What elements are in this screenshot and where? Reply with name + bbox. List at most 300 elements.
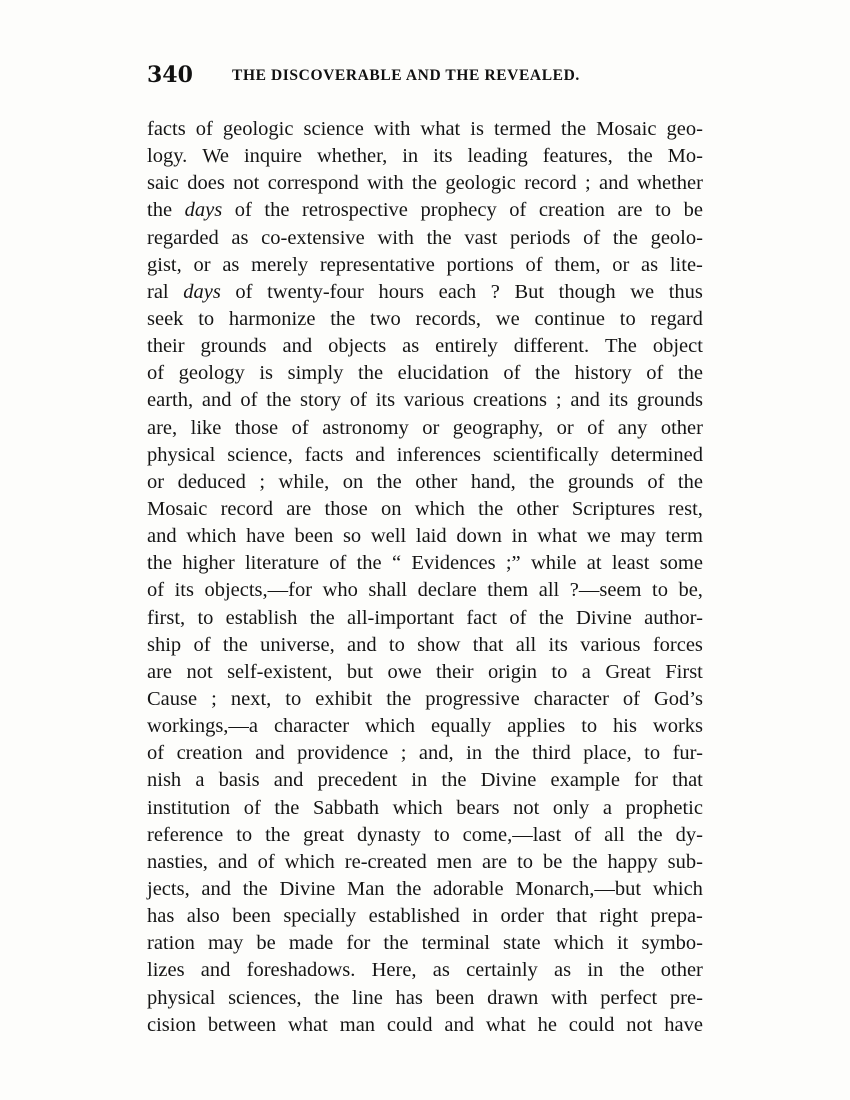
word: and	[599, 172, 629, 195]
word: which	[186, 525, 237, 548]
word: which	[652, 877, 703, 900]
word: fact	[466, 606, 498, 629]
word: with	[373, 118, 411, 140]
word: institution	[147, 796, 231, 819]
word: not	[513, 796, 540, 819]
word: of	[240, 389, 258, 412]
word: of	[525, 253, 543, 276]
word: continue	[534, 307, 606, 330]
word: of	[503, 362, 521, 385]
word: sub-	[667, 850, 703, 873]
word: prophetic	[625, 796, 703, 819]
word: foreshadows.	[246, 959, 356, 982]
word: basis	[218, 769, 260, 792]
word: of	[147, 362, 165, 385]
word: of	[235, 280, 253, 303]
word: applies	[507, 715, 566, 738]
word: record	[524, 172, 577, 195]
word: we	[495, 307, 520, 330]
word: with	[377, 226, 414, 249]
word: the	[572, 850, 598, 873]
word: prepa-	[650, 905, 703, 928]
word: deduced	[177, 470, 246, 493]
word: progressive	[425, 687, 520, 710]
word: or	[612, 253, 630, 276]
word: dy-	[675, 823, 703, 846]
word: only	[552, 796, 590, 819]
word: various	[580, 633, 641, 656]
word: the	[627, 145, 653, 168]
word: of	[291, 416, 309, 439]
word: terminal	[421, 932, 490, 955]
word: the	[147, 199, 173, 222]
word: “	[391, 552, 402, 575]
word: twenty-four	[267, 280, 364, 303]
word: whether,	[316, 145, 388, 168]
word: be	[256, 932, 276, 955]
word: the	[274, 796, 300, 819]
word: the	[264, 199, 290, 222]
word: down	[456, 525, 502, 548]
word: Divine	[279, 877, 336, 900]
word: the	[222, 633, 248, 656]
word: facts	[147, 118, 186, 140]
word: the	[441, 769, 467, 792]
word: term	[665, 525, 703, 548]
word: to	[581, 715, 598, 738]
word: all	[538, 579, 560, 602]
word: grounds	[567, 470, 634, 493]
word: the	[619, 959, 645, 982]
text-line	[147, 577, 703, 604]
word: vast	[464, 226, 498, 249]
word: not	[186, 660, 213, 683]
word: Here,	[371, 959, 417, 982]
text-line	[147, 795, 703, 822]
word: which	[392, 796, 443, 819]
word: the	[266, 389, 292, 412]
word: has	[395, 986, 423, 1009]
word: days	[183, 280, 221, 303]
word: hours	[378, 280, 424, 303]
word: Evidences	[411, 552, 496, 575]
text-line	[147, 333, 703, 360]
word: inquire	[243, 145, 303, 168]
word: which	[364, 715, 416, 738]
word: creation	[538, 199, 605, 222]
word: a	[195, 769, 205, 792]
word: been	[232, 905, 271, 928]
word: the	[314, 986, 340, 1009]
word: self-existent,	[227, 660, 333, 683]
word: of	[257, 850, 275, 873]
text-line	[147, 550, 703, 577]
word: at	[586, 552, 602, 575]
word: the	[386, 687, 412, 710]
word: earth,	[147, 389, 194, 412]
word: hand,	[470, 470, 516, 493]
word: line	[352, 986, 383, 1009]
word: he	[537, 1013, 557, 1036]
word: the	[330, 307, 356, 330]
word: them,	[554, 253, 601, 276]
word: and	[200, 959, 231, 982]
word: have	[246, 525, 285, 548]
word: ;	[584, 172, 591, 195]
word: nasties,	[147, 850, 208, 873]
word: as	[222, 253, 240, 276]
word: state	[503, 932, 541, 955]
word: place,	[583, 742, 632, 765]
word: to	[285, 687, 302, 710]
word: ?	[490, 280, 500, 303]
word: may	[207, 932, 244, 955]
word: has	[147, 905, 175, 928]
word: while	[530, 552, 577, 575]
word: retrospective	[302, 199, 408, 222]
word: as	[641, 253, 659, 276]
word: order	[500, 905, 544, 928]
word: grounds	[200, 335, 267, 358]
word: and	[255, 742, 285, 765]
word: the	[242, 877, 268, 900]
word: the	[356, 552, 382, 575]
word: as	[554, 959, 572, 982]
word: whether	[636, 172, 703, 195]
text-line	[147, 442, 703, 469]
word: harmonize	[228, 307, 316, 330]
word: sciences,	[228, 986, 302, 1009]
word: with	[367, 172, 404, 195]
text-line	[147, 985, 703, 1012]
word: creations	[473, 389, 548, 412]
word: fur-	[672, 742, 703, 765]
word: We	[202, 145, 229, 168]
body-text	[147, 116, 703, 1039]
text-line	[147, 849, 703, 876]
word: which	[284, 850, 335, 873]
word: the	[358, 362, 384, 385]
word: representative	[319, 253, 435, 276]
word: them	[487, 579, 529, 602]
word: are	[617, 199, 643, 222]
word: men	[436, 850, 473, 873]
word: with	[551, 986, 588, 1009]
word: may	[620, 525, 656, 548]
word: for	[346, 932, 371, 955]
word: other	[660, 959, 703, 982]
word: science	[303, 118, 364, 140]
text-line	[147, 767, 703, 794]
word: records,	[415, 307, 481, 330]
word: lizes	[147, 959, 185, 982]
word: and	[201, 877, 232, 900]
word: inferences	[396, 443, 482, 466]
word: happy	[607, 850, 658, 873]
word: show	[417, 633, 461, 656]
text-line	[147, 306, 703, 333]
text-line	[147, 252, 703, 279]
word: could	[568, 1013, 615, 1036]
word: some	[659, 552, 703, 575]
text-line	[147, 632, 703, 659]
word: and	[444, 1013, 474, 1036]
word: have	[664, 1013, 703, 1036]
word: God’s	[654, 687, 703, 710]
text-line	[147, 659, 703, 686]
word: man	[339, 1013, 376, 1036]
text-line	[147, 496, 703, 523]
word: Mosaic	[596, 118, 657, 140]
word: in	[402, 145, 419, 168]
text-line	[147, 1012, 703, 1039]
page-number: 340	[147, 62, 193, 88]
word: shall	[368, 579, 408, 602]
word: each	[438, 280, 477, 303]
word: of	[193, 633, 211, 656]
text-line	[147, 957, 703, 984]
word: of	[147, 579, 165, 602]
text-line	[147, 686, 703, 713]
word: be	[683, 199, 703, 222]
word: right	[599, 905, 639, 928]
word: providence	[297, 742, 389, 765]
word: or	[147, 470, 165, 493]
word: made	[288, 932, 334, 955]
word: universe,	[260, 633, 335, 656]
word: on	[342, 470, 364, 493]
word: their	[436, 660, 474, 683]
word: that	[556, 905, 587, 928]
word: the	[309, 606, 335, 629]
word: of	[509, 199, 527, 222]
word: physical	[147, 986, 216, 1009]
word: are,	[147, 416, 178, 439]
word: in	[587, 959, 604, 982]
word: ral	[147, 280, 169, 303]
word: to	[652, 579, 668, 602]
word: astronomy	[322, 416, 409, 439]
text-line	[147, 903, 703, 930]
word: the	[396, 877, 422, 900]
word: Sabbath	[312, 796, 380, 819]
word: Great	[605, 660, 651, 683]
word: nish	[147, 769, 182, 792]
word: its	[548, 633, 568, 656]
word: great	[303, 823, 345, 846]
word: of	[574, 823, 592, 846]
word: first,	[147, 606, 186, 629]
word: workings,—a	[147, 715, 259, 738]
word: ;”	[505, 552, 521, 575]
word: higher	[182, 552, 235, 575]
word: equally	[430, 715, 492, 738]
word: its	[174, 579, 194, 602]
word: not	[626, 1013, 653, 1036]
word: rest,	[668, 497, 703, 520]
word: story	[300, 389, 342, 412]
word: ;	[259, 470, 266, 493]
word: or	[193, 253, 211, 276]
word: geolo-	[650, 226, 703, 249]
word: those	[234, 416, 279, 439]
word: Mo-	[667, 145, 703, 168]
word: that	[472, 633, 504, 656]
word: portions	[446, 253, 514, 276]
word: thus	[668, 280, 703, 303]
word: as	[231, 226, 249, 249]
word: established	[368, 905, 460, 928]
word: are	[286, 497, 312, 520]
word: in	[411, 769, 428, 792]
word: determined	[610, 443, 703, 466]
text-line	[147, 387, 703, 414]
word: been	[294, 525, 334, 548]
word: record	[220, 497, 273, 520]
text-line	[147, 415, 703, 442]
word: of	[583, 226, 601, 249]
text-line	[147, 225, 703, 252]
word: creation	[176, 742, 243, 765]
word: objects,—for	[204, 579, 313, 602]
running-title: THE DISCOVERABLE AND THE REVEALED.	[232, 67, 580, 84]
word: of	[329, 552, 347, 575]
word: Divine	[480, 769, 537, 792]
word: to	[517, 850, 534, 873]
word: the	[411, 172, 437, 195]
word: all-important	[347, 606, 455, 629]
word: could	[386, 1013, 433, 1036]
text-line	[147, 876, 703, 903]
word: to	[433, 823, 450, 846]
word: and,	[418, 742, 454, 765]
word: co-extensive	[261, 226, 365, 249]
word: what	[420, 118, 461, 140]
word: ?—seem	[569, 579, 642, 602]
text-line	[147, 170, 703, 197]
word: to	[551, 660, 568, 683]
word: specially	[283, 905, 357, 928]
word: be	[543, 850, 563, 873]
word: object	[652, 335, 703, 358]
word: author-	[644, 606, 703, 629]
word: laid	[415, 525, 447, 548]
word: all	[604, 823, 625, 846]
word: and	[217, 850, 248, 873]
text-line	[147, 143, 703, 170]
word: while,	[278, 470, 330, 493]
word: seek	[147, 307, 184, 330]
word: objects	[328, 335, 387, 358]
word: reference	[147, 823, 224, 846]
word: Scriptures	[571, 497, 655, 520]
word: different.	[513, 335, 590, 358]
word: next,	[230, 687, 272, 710]
word: the	[376, 470, 402, 493]
word: though	[558, 280, 616, 303]
word: the	[535, 362, 561, 385]
word: the	[637, 823, 663, 846]
word: days	[184, 199, 223, 222]
word: logy.	[147, 145, 188, 168]
word: the	[538, 606, 564, 629]
word: of	[509, 606, 527, 629]
word: bears	[456, 796, 500, 819]
word: the	[383, 932, 409, 955]
word: lite-	[669, 253, 703, 276]
word: who	[322, 579, 358, 602]
word: precedent	[317, 769, 398, 792]
word: First	[665, 660, 703, 683]
word: re-created	[344, 850, 427, 873]
word: of	[234, 199, 252, 222]
running-head	[147, 62, 703, 92]
word: ration	[147, 932, 195, 955]
word: perfect	[600, 986, 658, 1009]
word: Divine	[576, 606, 632, 629]
word: But	[514, 280, 545, 303]
word: regard	[650, 307, 703, 330]
word: ship	[147, 633, 182, 656]
word: not	[233, 172, 260, 195]
word: simply	[287, 362, 344, 385]
word: of	[243, 796, 261, 819]
word: which	[414, 497, 465, 520]
text-line	[147, 116, 703, 143]
word: The	[605, 335, 637, 358]
text-line	[147, 360, 703, 387]
text-line	[147, 713, 703, 740]
word: and	[355, 443, 385, 466]
text-line	[147, 930, 703, 957]
word: to	[655, 199, 672, 222]
word: prophecy	[420, 199, 497, 222]
word: other	[660, 416, 703, 439]
word: the	[478, 497, 504, 520]
word: to	[197, 606, 214, 629]
word: third	[532, 742, 571, 765]
word: of	[349, 389, 367, 412]
word: saic	[147, 172, 179, 195]
word: so	[342, 525, 362, 548]
word: between	[207, 1013, 277, 1036]
word: it	[616, 932, 629, 955]
word: two	[370, 307, 401, 330]
word: its	[433, 145, 453, 168]
word: example	[550, 769, 620, 792]
word: their	[147, 335, 185, 358]
word: what	[288, 1013, 328, 1036]
word: adorable	[433, 877, 504, 900]
word: least	[611, 552, 650, 575]
word: geologic	[445, 172, 516, 195]
word: of	[646, 362, 664, 385]
word: in	[466, 742, 483, 765]
word: origin	[488, 660, 537, 683]
word: the	[494, 742, 520, 765]
word: in	[511, 525, 528, 548]
word: its	[608, 389, 629, 412]
word: all	[515, 633, 537, 656]
text-line	[147, 740, 703, 767]
word: correspond	[267, 172, 359, 195]
word: does	[187, 172, 225, 195]
word: we	[586, 525, 611, 548]
word: to	[644, 742, 661, 765]
word: declare	[417, 579, 477, 602]
word: of	[622, 687, 640, 710]
word: to	[198, 307, 215, 330]
